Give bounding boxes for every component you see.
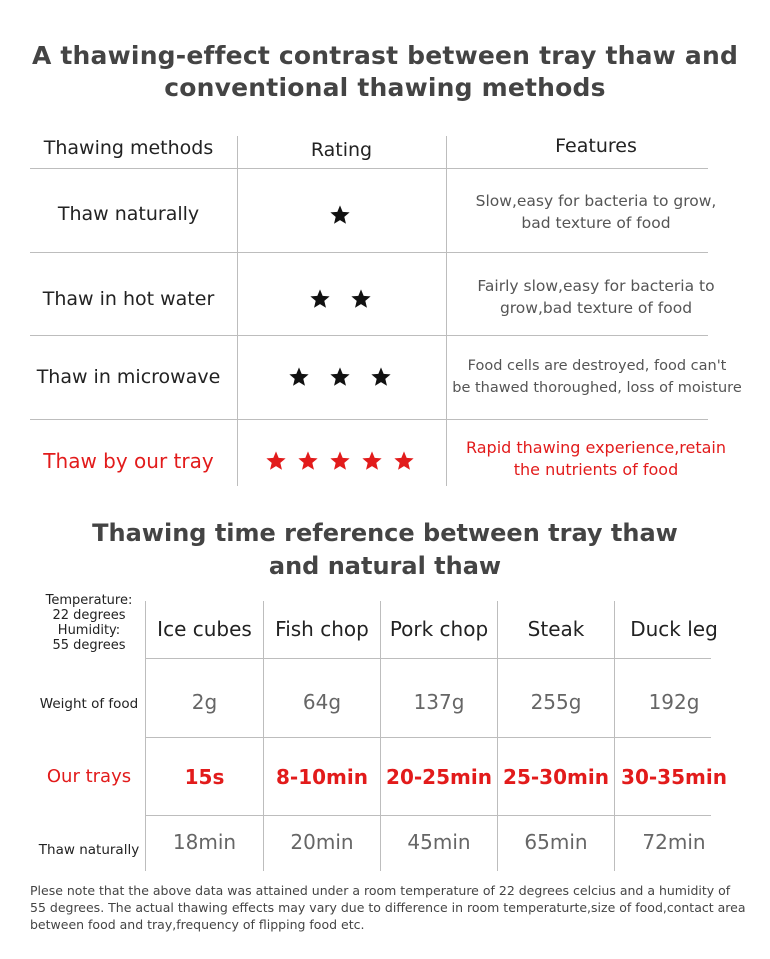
footnote-line: Plese note that the above data was attained under a room temperature of 22 degrees celcius and a humidity of bbox=[30, 883, 731, 898]
header-rating: Rating bbox=[310, 139, 373, 161]
table2-title-line2: and natural thaw bbox=[268, 552, 502, 580]
feature-line: Rapid thawing experience,retain bbox=[465, 438, 727, 457]
rating-stars bbox=[237, 287, 443, 311]
table2-divider bbox=[145, 658, 711, 659]
food-header: Steak bbox=[527, 617, 585, 641]
food-header: Ice cubes bbox=[157, 617, 252, 641]
tray-time: 20-25min bbox=[386, 765, 492, 789]
natural-time: 18min bbox=[172, 830, 237, 854]
weight-value: 255g bbox=[530, 690, 582, 714]
star-icon bbox=[297, 450, 319, 472]
feature-text bbox=[446, 275, 746, 319]
weight-value: 2g bbox=[191, 690, 218, 714]
food-header: Pork chop bbox=[389, 617, 489, 641]
feature-line: bad texture of food bbox=[521, 214, 671, 232]
star-icon bbox=[288, 366, 310, 388]
weight-value: 192g bbox=[648, 690, 700, 714]
natural-time: 65min bbox=[524, 830, 588, 854]
method-label-highlight: Thaw by our tray bbox=[43, 449, 214, 473]
conditions-line: 55 degrees bbox=[52, 638, 126, 653]
tray-time: 15s bbox=[184, 765, 225, 789]
footnote-line: between food and tray,frequency of flipping food etc. bbox=[30, 917, 365, 932]
star-icon bbox=[265, 450, 287, 472]
table2-divider bbox=[145, 815, 711, 816]
natural-time: 45min bbox=[407, 830, 471, 854]
natural-time: 20min bbox=[290, 830, 354, 854]
rating-stars bbox=[237, 203, 443, 227]
feature-text bbox=[446, 355, 748, 399]
rating-stars-highlight bbox=[237, 449, 443, 473]
feature-line: Slow,easy for bacteria to grow, bbox=[475, 192, 717, 210]
feature-line: Fairly slow,easy for bacteria to bbox=[477, 277, 715, 295]
weight-value: 137g bbox=[413, 690, 465, 714]
footnote-line: 55 degrees. The actual thawing effects may vary due to difference in room temperaturte,size of food,contact area bbox=[30, 900, 746, 915]
tray-time: 30-35min bbox=[621, 765, 727, 789]
star-icon bbox=[361, 450, 383, 472]
table1-divider bbox=[237, 136, 238, 486]
star-icon bbox=[350, 288, 372, 310]
table1-divider bbox=[30, 168, 708, 169]
table1-divider bbox=[30, 419, 708, 420]
conditions-line: 22 degrees bbox=[52, 608, 126, 623]
natural-row-label: Thaw naturally bbox=[38, 842, 140, 858]
tray-time: 25-30min bbox=[503, 765, 609, 789]
star-icon bbox=[370, 366, 392, 388]
table1-divider bbox=[30, 252, 708, 253]
table1-title-line2: conventional thawing methods bbox=[164, 73, 606, 102]
star-icon bbox=[309, 288, 331, 310]
conditions-line: Humidity: bbox=[57, 623, 121, 638]
conditions-line: Temperature: bbox=[45, 593, 133, 608]
feature-text-highlight bbox=[446, 437, 746, 481]
table2-divider bbox=[145, 737, 711, 738]
feature-line: the nutrients of food bbox=[513, 460, 679, 479]
feature-line: grow,bad texture of food bbox=[499, 299, 693, 317]
feature-text bbox=[446, 190, 746, 234]
conditions-label bbox=[30, 593, 148, 653]
weight-row-label: Weight of food bbox=[39, 696, 139, 712]
trays-row-label: Our trays bbox=[46, 765, 132, 787]
feature-line: Food cells are destroyed, food can't bbox=[467, 358, 727, 374]
header-features: Features bbox=[555, 135, 637, 157]
table2-title-line1: Thawing time reference between tray thaw bbox=[92, 519, 678, 547]
rating-stars bbox=[237, 365, 443, 389]
star-icon bbox=[329, 366, 351, 388]
footnote bbox=[30, 882, 746, 933]
star-icon bbox=[329, 204, 351, 226]
weight-value: 64g bbox=[302, 690, 342, 714]
method-label: Thaw in microwave bbox=[36, 366, 221, 388]
tray-time: 8-10min bbox=[276, 765, 368, 789]
header-thawing-methods: Thawing methods bbox=[43, 137, 214, 159]
method-label: Thaw in hot water bbox=[42, 288, 215, 310]
star-icon bbox=[393, 450, 415, 472]
food-header: Duck leg bbox=[630, 617, 718, 641]
food-header: Fish chop bbox=[275, 617, 369, 641]
table1-divider bbox=[30, 335, 708, 336]
natural-time: 72min bbox=[642, 830, 706, 854]
method-label: Thaw naturally bbox=[57, 203, 200, 225]
star-icon bbox=[329, 450, 351, 472]
table1-title-line1: A thawing-effect contrast between tray thaw and bbox=[31, 41, 739, 70]
feature-line: be thawed thoroughed, loss of moisture bbox=[452, 380, 742, 396]
